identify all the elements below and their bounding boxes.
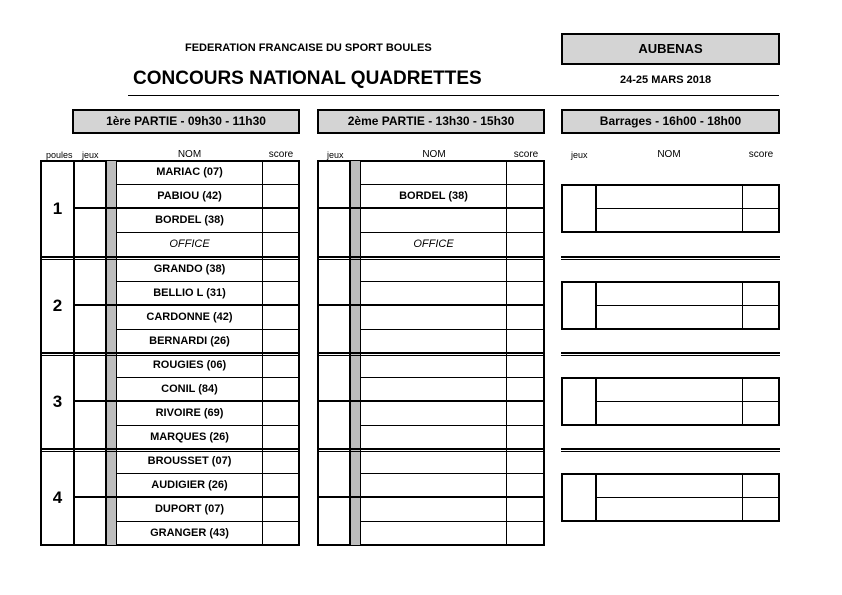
page-title: CONCOURS NATIONAL QUADRETTES xyxy=(133,68,482,89)
poule-separator xyxy=(317,352,545,354)
match-line xyxy=(73,304,300,306)
poule-number: 1 xyxy=(52,199,63,218)
match-line xyxy=(317,207,545,209)
partie1-header xyxy=(72,109,300,134)
partie2-header xyxy=(317,109,545,134)
match-line xyxy=(73,207,300,209)
poule-separator xyxy=(40,259,300,260)
partie2-label: 2ème PARTIE - 13h30 - 15h30 xyxy=(347,114,515,128)
team-name: GRANDO (38) xyxy=(153,263,226,275)
match-line xyxy=(73,496,300,498)
poule-number: 2 xyxy=(52,296,63,315)
poule-separator xyxy=(40,448,300,450)
row-line xyxy=(116,377,300,378)
team-name: MARIAC (07) xyxy=(156,166,223,178)
team-name: MARQUES (26) xyxy=(150,431,229,443)
row-line xyxy=(595,208,780,209)
row-line xyxy=(116,281,300,282)
row-line xyxy=(360,473,545,474)
team-name: BROUSSET (07) xyxy=(147,455,232,467)
team-name: GRANGER (43) xyxy=(150,527,229,539)
event-date: 24-25 MARS 2018 xyxy=(620,74,712,86)
poule-separator xyxy=(317,355,545,356)
col-nom-3: NOM xyxy=(657,149,681,160)
poule-separator xyxy=(561,451,780,452)
team-name: BERNARDI (26) xyxy=(149,335,230,347)
row-line xyxy=(360,377,545,378)
barrages-label: Barrages - 16h00 - 18h00 xyxy=(599,114,742,128)
poule-separator xyxy=(561,352,780,354)
federation-title: FEDERATION FRANCAISE DU SPORT BOULES xyxy=(185,42,432,54)
col-jeux-3: jeux xyxy=(571,150,588,160)
team-name: BELLIO L (31) xyxy=(153,287,226,299)
col-jeux-1: jeux xyxy=(82,150,99,160)
poule-separator xyxy=(40,355,300,356)
match-line xyxy=(317,400,545,402)
row-line xyxy=(595,401,780,402)
match-line xyxy=(317,304,545,306)
col-score-2: score xyxy=(513,149,539,160)
team-name: CONIL (84) xyxy=(161,383,218,395)
row-line xyxy=(595,497,780,498)
row-line xyxy=(360,329,545,330)
title-underline xyxy=(128,95,779,96)
poule-separator xyxy=(317,259,545,260)
row-line xyxy=(116,329,300,330)
row-line xyxy=(360,425,545,426)
team-name: RIVOIRE (69) xyxy=(155,407,224,419)
col-nom-1: NOM xyxy=(177,149,202,160)
poule-separator xyxy=(40,352,300,354)
row-line xyxy=(116,232,300,233)
poule-separator xyxy=(40,256,300,258)
col-jeux-2: jeux xyxy=(327,150,344,160)
col-nom-2: NOM xyxy=(422,149,446,160)
row-line xyxy=(360,232,545,233)
row-line xyxy=(595,305,780,306)
poule-separator xyxy=(561,259,780,260)
team-name: OFFICE xyxy=(169,238,210,250)
col-poules: poules xyxy=(46,150,73,160)
team-name: ROUGIES (06) xyxy=(152,359,227,371)
row-line xyxy=(360,281,545,282)
col-score-1: score xyxy=(268,149,294,160)
col-score-3: score xyxy=(748,149,774,160)
poule-separator xyxy=(40,451,300,452)
row-line xyxy=(360,184,545,185)
row-line xyxy=(116,184,300,185)
poule-separator xyxy=(561,256,780,258)
team-name: PABIOU (42) xyxy=(157,190,222,202)
poule-separator xyxy=(317,256,545,258)
location-label: AUBENAS xyxy=(638,41,703,56)
poule-separator xyxy=(561,448,780,450)
team-name: DUPORT (07) xyxy=(154,503,225,515)
barrages-header xyxy=(561,109,780,134)
poule-number: 4 xyxy=(52,488,63,507)
row-line xyxy=(116,425,300,426)
row-line xyxy=(116,473,300,474)
row-line xyxy=(116,521,300,522)
partie1-label: 1ère PARTIE - 09h30 - 11h30 xyxy=(106,114,266,128)
team-name: CARDONNE (42) xyxy=(146,311,233,323)
poule-separator xyxy=(317,451,545,452)
poule-number: 3 xyxy=(52,392,63,411)
team-name: AUDIGIER (26) xyxy=(151,479,228,491)
team-name: BORDEL (38) xyxy=(155,214,224,226)
row-line xyxy=(360,521,545,522)
poule-separator xyxy=(317,448,545,450)
location-box xyxy=(561,33,780,65)
match-line xyxy=(317,496,545,498)
match-line xyxy=(73,400,300,402)
poule-separator xyxy=(561,355,780,356)
team-name: OFFICE xyxy=(413,238,454,250)
team-name: BORDEL (38) xyxy=(399,190,468,202)
